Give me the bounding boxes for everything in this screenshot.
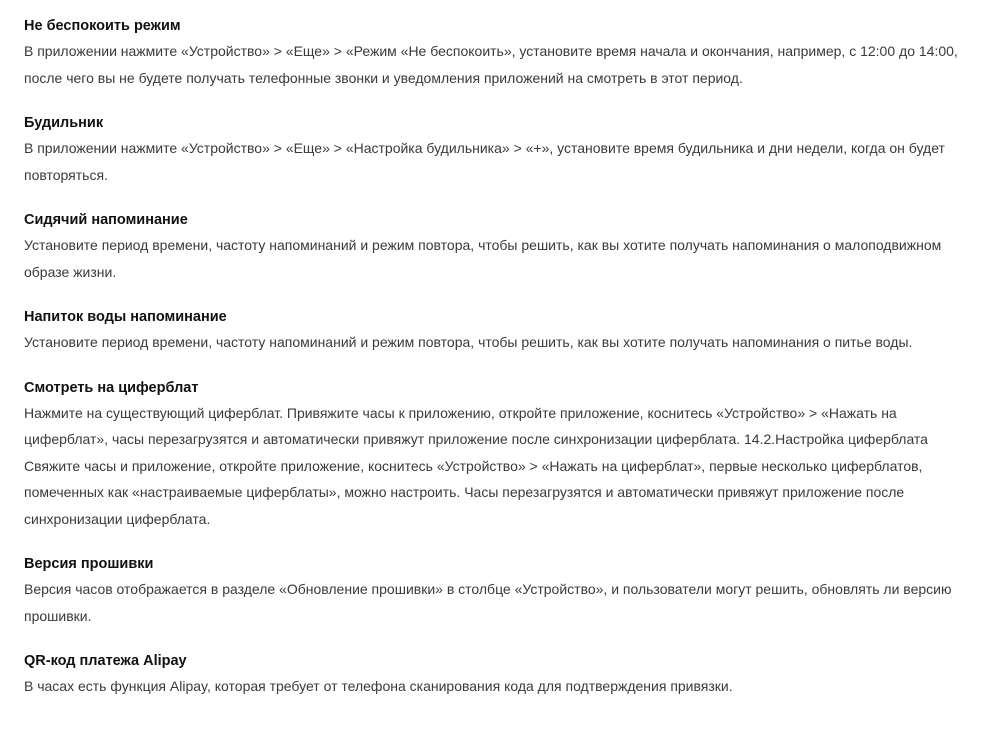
section-do-not-disturb: [24, 14, 967, 91]
section-text: Установите период времени, частоту напоминаний и режим повтора, чтобы решить, как вы хотите получать напоминания о питье воды.: [24, 334, 913, 350]
section-title: QR-код платежа Alipay: [24, 653, 187, 669]
section-watch-face: [24, 376, 967, 533]
section-title: Сидячий напоминание: [24, 212, 188, 228]
section-text: В приложении нажмите «Устройство» > «Еще» > «Режим «Не беспокоить», установите время начала и окончания, например, с 12:00 до 14:00, после чего вы не будете получать телефонные звонки и уведомления приложений на смотреть в этот период.: [24, 43, 958, 86]
section-drink-water-reminder: [24, 305, 967, 356]
section-title: Будильник: [24, 115, 104, 131]
section-title: Смотреть на циферблат: [24, 379, 199, 396]
section-text: Установите период времени, частоту напоминаний и режим повтора, чтобы решить, как вы хотите получать напоминания о малоподвижном образе жизни.: [24, 237, 942, 280]
section-title: Напиток воды напоминание: [24, 309, 227, 325]
section-alarm: [24, 111, 967, 188]
section-title: Версия прошивки: [24, 556, 154, 572]
section-title: Не беспокоить режим: [24, 18, 181, 34]
section-firmware-version: [24, 552, 967, 629]
section-text: Версия часов отображается в разделе «Обновление прошивки» в столбце «Устройство», и пользователи могут решить, обновлять ли версию прошивки.: [24, 581, 952, 624]
section-text: В приложении нажмите «Устройство» > «Еще» > «Настройка будильника» > «+», установите время будильника и дни недели, когда он будет повторяться.: [24, 140, 945, 183]
section-alipay-qr: [24, 649, 967, 700]
section-sedentary-reminder: [24, 208, 967, 285]
section-text: Нажмите на существующий циферблат. Привяжите часы к приложению, откройте приложение, коснитесь «Устройство» > «Нажать на циферблат», часы перезагрузятся и автоматически привяжут приложение после синхронизации циферблата. 14.2.Настройка циферблата Свяжите часы и приложение, откройте приложение, коснитесь «Устройство» > «Нажать на циферблат», первые несколько циферблатов, помеченных как «настраиваемые циферблаты», можно настроить. Часы перезагрузятся и автоматически привяжут приложение после синхронизации циферблата.: [24, 404, 928, 527]
section-text: В часах есть функция Alipay, которая требует от телефона сканирования кода для подтверждения привязки.: [24, 678, 733, 694]
